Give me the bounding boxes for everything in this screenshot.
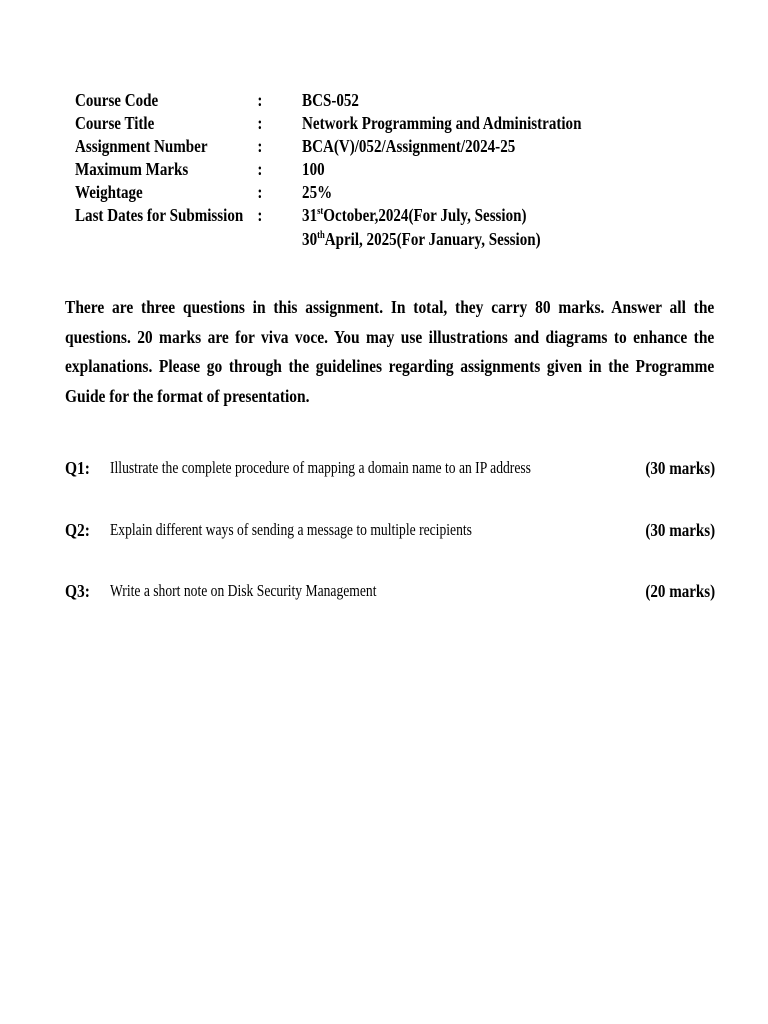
weightage-label: Weightage bbox=[75, 182, 143, 202]
date-day: 31 bbox=[302, 205, 318, 225]
question-text: Illustrate the complete procedure of mapping a domain name to an IP address bbox=[110, 458, 531, 477]
course-code-value: BCS-052 bbox=[302, 90, 359, 110]
course-title-value: Network Programming and Administration bbox=[302, 113, 582, 133]
submission-date-july bbox=[302, 204, 526, 227]
question-number: Q3: bbox=[65, 581, 90, 601]
maximum-marks-label: Maximum Marks bbox=[75, 159, 189, 179]
instructions-paragraph: There are three questions in this assignment. In total, they carry 80 marks. Answer all the questions. 20 marks are for viva voce. You may use illustrations and diagrams to enhance the explanations. Please go through the guidelines regarding assignments given in the Programme Guide for the format of presentation. bbox=[65, 297, 715, 406]
question-item bbox=[65, 458, 715, 482]
question-marks: (30 marks) bbox=[645, 520, 715, 540]
maximum-marks-value: 100 bbox=[302, 159, 325, 179]
colon: : bbox=[257, 136, 263, 156]
colon: : bbox=[257, 113, 263, 133]
question-number: Q1: bbox=[65, 458, 90, 478]
date-rest: October,2024(For July, Session) bbox=[323, 205, 527, 225]
course-code-label: Course Code bbox=[75, 90, 159, 110]
date-rest: April, 2025(For January, Session) bbox=[324, 229, 541, 249]
date-day: 30 bbox=[302, 229, 318, 249]
submission-date-january bbox=[302, 228, 541, 251]
assignment-number-value: BCA(V)/052/Assignment/2024-25 bbox=[302, 136, 516, 156]
question-text: Explain different ways of sending a message to multiple recipients bbox=[110, 520, 472, 539]
date-suffix: th bbox=[317, 230, 325, 241]
colon: : bbox=[257, 182, 263, 202]
weightage-value: 25% bbox=[302, 182, 333, 202]
question-marks: (30 marks) bbox=[645, 458, 715, 478]
question-text: Write a short note on Disk Security Management bbox=[110, 581, 377, 600]
question-number: Q2: bbox=[65, 520, 90, 540]
question-item bbox=[65, 520, 715, 544]
question-marks: (20 marks) bbox=[645, 581, 715, 601]
assignment-number-label: Assignment Number bbox=[75, 136, 208, 156]
submission-date-label: Last Dates for Submission bbox=[75, 205, 244, 225]
colon: : bbox=[257, 159, 263, 179]
colon: : bbox=[257, 90, 263, 110]
colon: : bbox=[257, 205, 263, 225]
date-suffix: st bbox=[317, 206, 324, 217]
course-title-label: Course Title bbox=[75, 113, 155, 133]
question-item bbox=[65, 581, 715, 605]
